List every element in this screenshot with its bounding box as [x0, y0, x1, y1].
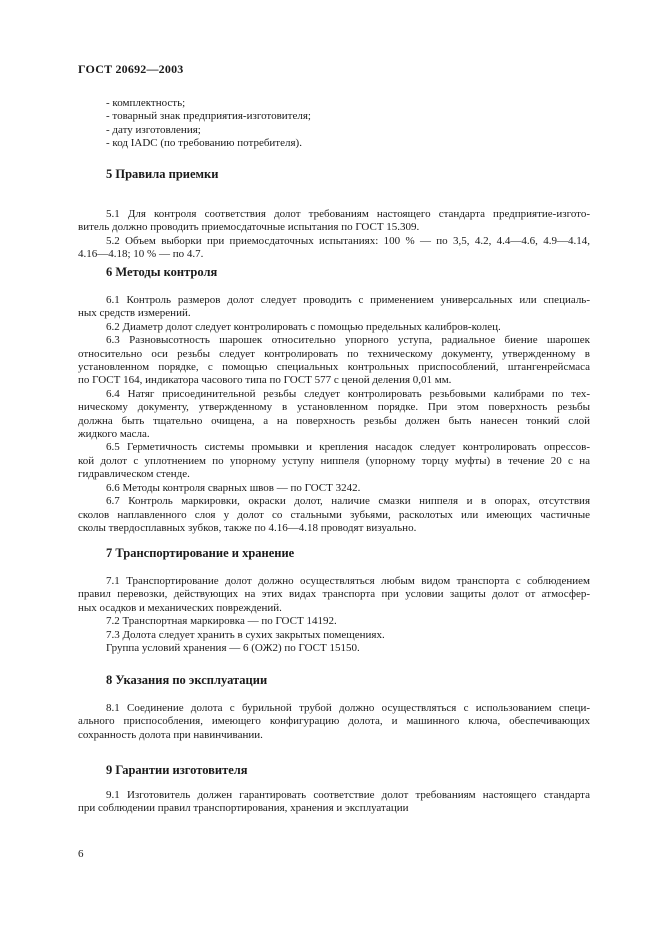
paragraph-line: при соблюдении правил транспортирования, хранения и эксплуатации	[78, 802, 409, 815]
paragraph-line: ных средств измерений.	[78, 307, 191, 320]
paragraph-line: 6.1 Контроль размеров долот следует проводить с применением универсальных или специаль-	[106, 294, 590, 306]
paragraph-line: относительно оси резьбы следует контролировать по техническому документу, утвержденному в	[78, 347, 590, 360]
section-heading: 5 Правила приемки	[106, 167, 219, 181]
paragraph-line: 7.1 Транспортирование долот должно осуществляться любым видом транспорта с соблюдением	[106, 575, 590, 587]
document-header: ГОСТ 20692—2003	[78, 62, 184, 76]
paragraph-line: правил перевозки, действующих на этих видах транспорта при условии защиты долот от атмосфер-	[78, 588, 590, 601]
page-number: 6	[78, 848, 84, 860]
section-heading: 6 Методы контроля	[106, 265, 218, 279]
paragraph-line: 6.6 Методы контроля сварных швов — по ГОСТ 3242.	[106, 481, 361, 494]
section-heading: 7 Транспортирование и хранение	[106, 546, 295, 560]
paragraph-line: Группа условий хранения — 6 (ОЖ2) по ГОСТ 15150.	[106, 642, 360, 655]
paragraph-line: 6.4 Натяг присоединительной резьбы следует контролировать резьбовыми калибрами по тех-	[106, 387, 590, 400]
section-body	[78, 575, 590, 655]
list-item: - дату изготовления;	[106, 123, 201, 136]
section-heading: 9 Гарантии изготовителя	[106, 763, 248, 777]
paragraph-line: 8.1 Соединение долота с бурильной трубой должно осуществляться с использованием специ-	[106, 702, 590, 714]
paragraph-line: по ГОСТ 164, индикатора часового типа по ГОСТ 577 с ценой деления 0,01 мм.	[78, 374, 452, 387]
paragraph-line: витель должно проводить приемосдаточные испытания по ГОСТ 15.309.	[78, 221, 420, 234]
paragraph-line: 7.3 Долота следует хранить в сухих закрытых помещениях.	[106, 628, 385, 641]
paragraph-line: 6.7 Контроль маркировки, окраски долот, наличие смазки ниппеля и в опорах, отсутствия	[106, 495, 590, 508]
paragraph-line: кой долот с уплотнением по упорному уступу ниппеля (упорному торцу муфты) в течение 20 с на	[78, 454, 590, 467]
paragraph-line: сколов наплавленного слоя у долот со стальными зубьями, расколотых или имеющих частичные	[78, 508, 590, 521]
paragraph-line: 6.3 Разновысотность шарошек относительно упорного уступа, радиальное биение шарошек	[106, 334, 590, 347]
paragraph-line: жидкого масла.	[78, 428, 150, 441]
paragraph-line: 4.16—4.18; 10 % — по 4.7.	[78, 248, 204, 261]
list-item: - комплектность;	[106, 97, 186, 109]
intro-list	[78, 97, 590, 151]
list-item: - код IADC (по требованию потребителя).	[106, 137, 302, 150]
section-body	[78, 789, 590, 816]
paragraph-line: 6.2 Диаметр долот следует контролировать с помощью предельных калибров-колец.	[106, 320, 501, 333]
paragraph-line: установленном порядке, с помощью специальных контрольных приспособлений, штангенрейсмаса	[78, 361, 590, 374]
paragraph-line: должна быть тщательно очищена, а на поверхность резьбы должен быть нанесен тонкий слой	[78, 414, 590, 427]
paragraph-line: 6.5 Герметичность системы промывки и крепления насадок следует контролировать опрессов-	[106, 441, 590, 454]
paragraph-line: сколы твердосплавных зубков, также по 4.16—4.18 проводят визуально.	[78, 521, 417, 534]
paragraph-line: гидравлическом стенде.	[78, 468, 190, 481]
paragraph-line: сохранность долота при навинчивании.	[78, 728, 263, 741]
section-body	[78, 294, 590, 535]
paragraph-line: 9.1 Изготовитель должен гарантировать соответствие долот требованиям настоящего стандарта	[106, 789, 590, 801]
list-item: - товарный знак предприятия-изготовителя;	[106, 110, 311, 123]
paragraph-line: 5.1 Для контроля соответствия долот требованиям настоящего стандарта предприятие-изгото-	[106, 208, 590, 220]
section-heading: 8 Указания по эксплуатации	[106, 673, 268, 687]
paragraph-line: ных осадков и механических повреждений.	[78, 601, 282, 614]
paragraph-line: ального приспособления, имеющего конфигурацию долота, и машинного ключа, обеспечивающих	[78, 715, 590, 728]
paragraph-line: 7.2 Транспортная маркировка — по ГОСТ 14192.	[106, 615, 337, 628]
section-body	[78, 702, 590, 742]
paragraph-line: 5.2 Объем выборки при приемосдаточных испытаниях: 100 % — по 3,5, 4.2, 4.4—4.6, 4.9—4.14,	[106, 234, 590, 247]
section-body	[78, 208, 590, 262]
paragraph-line: ническому документу, утвержденному в установленном порядке. При этом поверхность резьбы	[78, 401, 590, 414]
